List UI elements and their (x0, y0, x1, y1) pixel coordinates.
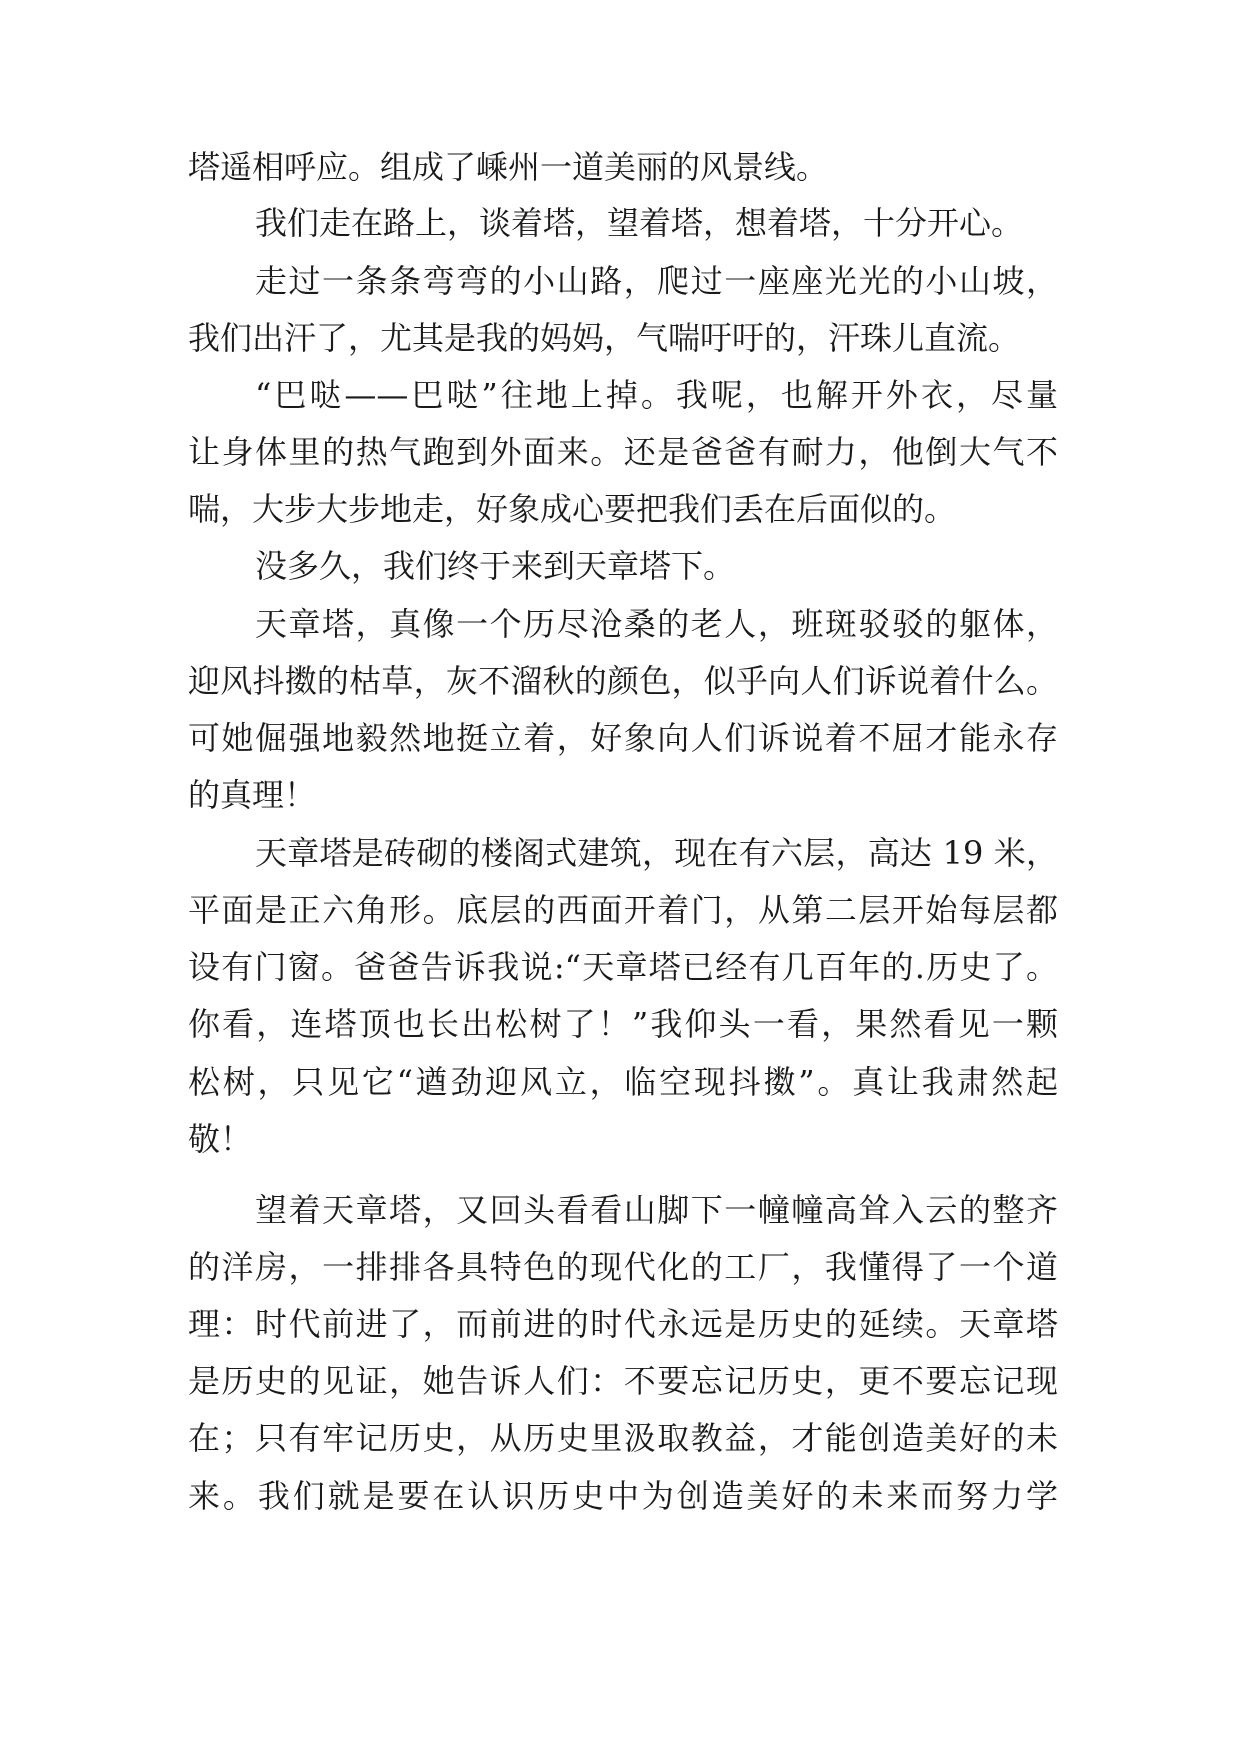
text-line: 设有门窗。爸爸告诉我说:“天章塔已经有几百年的.历史了。 (188, 948, 1058, 986)
text-line: 天章塔，真像一个历尽沧桑的老人，班斑驳驳的躯体， (255, 605, 1058, 643)
text-line: 望着天章塔，又回头看看山脚下一幢幢高耸入云的整齐 (255, 1191, 1058, 1229)
text-line: 我们出汗了，尤其是我的妈妈，气喘吁吁的，汗珠儿直流。 (188, 319, 1021, 357)
text-line: 平面是正六角形。底层的西面开着门，从第二层开始每层都 (188, 891, 1058, 929)
text-line: 松树，只见它“遒劲迎风立，临空现抖擞”。真让我肃然起 (188, 1063, 1058, 1101)
text-line: 你看，连塔顶也长出松树了！”我仰头一看，果然看见一颗 (188, 1005, 1058, 1043)
text-line: 我们走在路上，谈着塔，望着塔，想着塔，十分开心。 (255, 204, 1024, 242)
text-line: 是历史的见证，她告诉人们：不要忘记历史，更不要忘记现 (188, 1362, 1058, 1400)
text-line: 没多久，我们终于来到天章塔下。 (255, 547, 736, 585)
text-line: 的洋房，一排排各具特色的现代化的工厂，我懂得了一个道 (188, 1248, 1058, 1286)
text-line: 理：时代前进了，而前进的时代永远是历史的延续。天章塔 (188, 1305, 1058, 1343)
text-line: 塔遥相呼应。组成了嵊州一道美丽的风景线。 (188, 148, 829, 186)
text-line: 可她倔强地毅然地挺立着，好象向人们诉说着不屈才能永存 (188, 719, 1058, 757)
text-line: 在；只有牢记历史，从历史里汲取教益，才能创造美好的未 (188, 1419, 1058, 1457)
text-line: 让身体里的热气跑到外面来。还是爸爸有耐力，他倒大气不 (188, 433, 1058, 471)
text-line: 来。我们就是要在认识历史中为创造美好的未来而努力学 (188, 1477, 1058, 1515)
text-line: 敬！ (188, 1120, 253, 1158)
text-line: 喘，大步大步地走，好象成心要把我们丢在后面似的。 (188, 490, 957, 528)
text-line: “巴哒——巴哒”往地上掉。我呢，也解开外衣，尽量 (255, 376, 1058, 414)
text-line: 天章塔是砖砌的楼阁式建筑，现在有六层，高达 19 米， (255, 834, 1058, 872)
text-line: 走过一条条弯弯的小山路，爬过一座座光光的小山坡， (255, 262, 1058, 300)
text-line: 迎风抖擞的枯草，灰不溜秋的颜色，似乎向人们诉说着什么。 (188, 662, 1058, 700)
text-line: 的真理！ (188, 776, 317, 814)
